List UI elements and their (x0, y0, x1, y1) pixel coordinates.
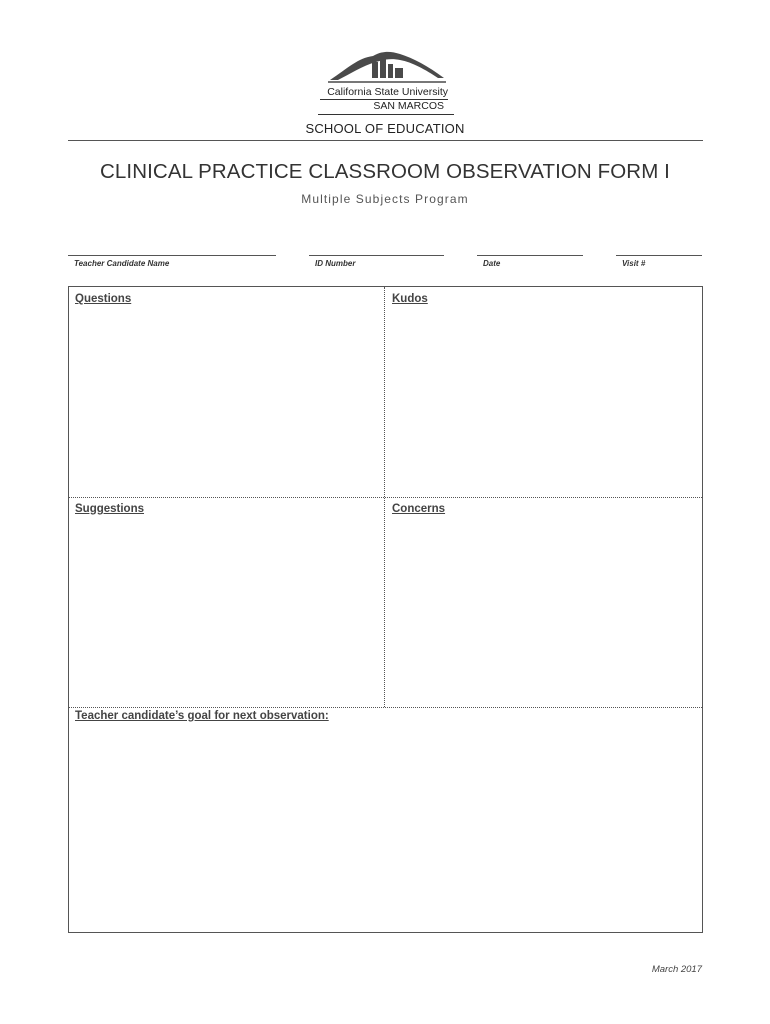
header-divider (68, 140, 703, 141)
grid-horizontal-divider (69, 497, 702, 498)
suggestions-heading: Suggestions (75, 503, 145, 515)
goal-heading: Teacher candidate’s goal for next observation: (75, 710, 329, 722)
visit-number-field[interactable] (616, 255, 702, 268)
kudos-heading: Kudos (392, 293, 428, 305)
observation-grid (68, 286, 703, 933)
date-label: Date (483, 259, 501, 268)
teacher-candidate-name-field[interactable] (68, 255, 276, 268)
id-number-label: ID Number (315, 259, 356, 268)
teacher-candidate-name-label: Teacher Candidate Name (74, 259, 170, 268)
campus-name: SAN MARCOS (373, 100, 444, 112)
field-line (477, 255, 583, 256)
form-title: CLINICAL PRACTICE CLASSROOM OBSERVATION FORM I (100, 160, 670, 183)
university-name: California State University (327, 86, 448, 98)
visit-number-label: Visit # (622, 259, 646, 268)
revision-date: March 2017 (651, 964, 702, 975)
field-line (68, 255, 276, 256)
grid-horizontal-divider (69, 707, 702, 708)
mountain-logo-icon (328, 48, 446, 84)
field-line (616, 255, 702, 256)
date-field[interactable] (477, 255, 583, 268)
logo-divider-bottom (318, 114, 454, 115)
concerns-heading: Concerns (392, 503, 446, 515)
questions-heading: Questions (75, 293, 132, 305)
university-logo (318, 48, 458, 118)
field-line (309, 255, 444, 256)
id-number-field[interactable] (309, 255, 444, 268)
school-name: SCHOOL OF EDUCATION (305, 121, 465, 136)
form-subtitle: Multiple Subjects Program (301, 192, 469, 206)
